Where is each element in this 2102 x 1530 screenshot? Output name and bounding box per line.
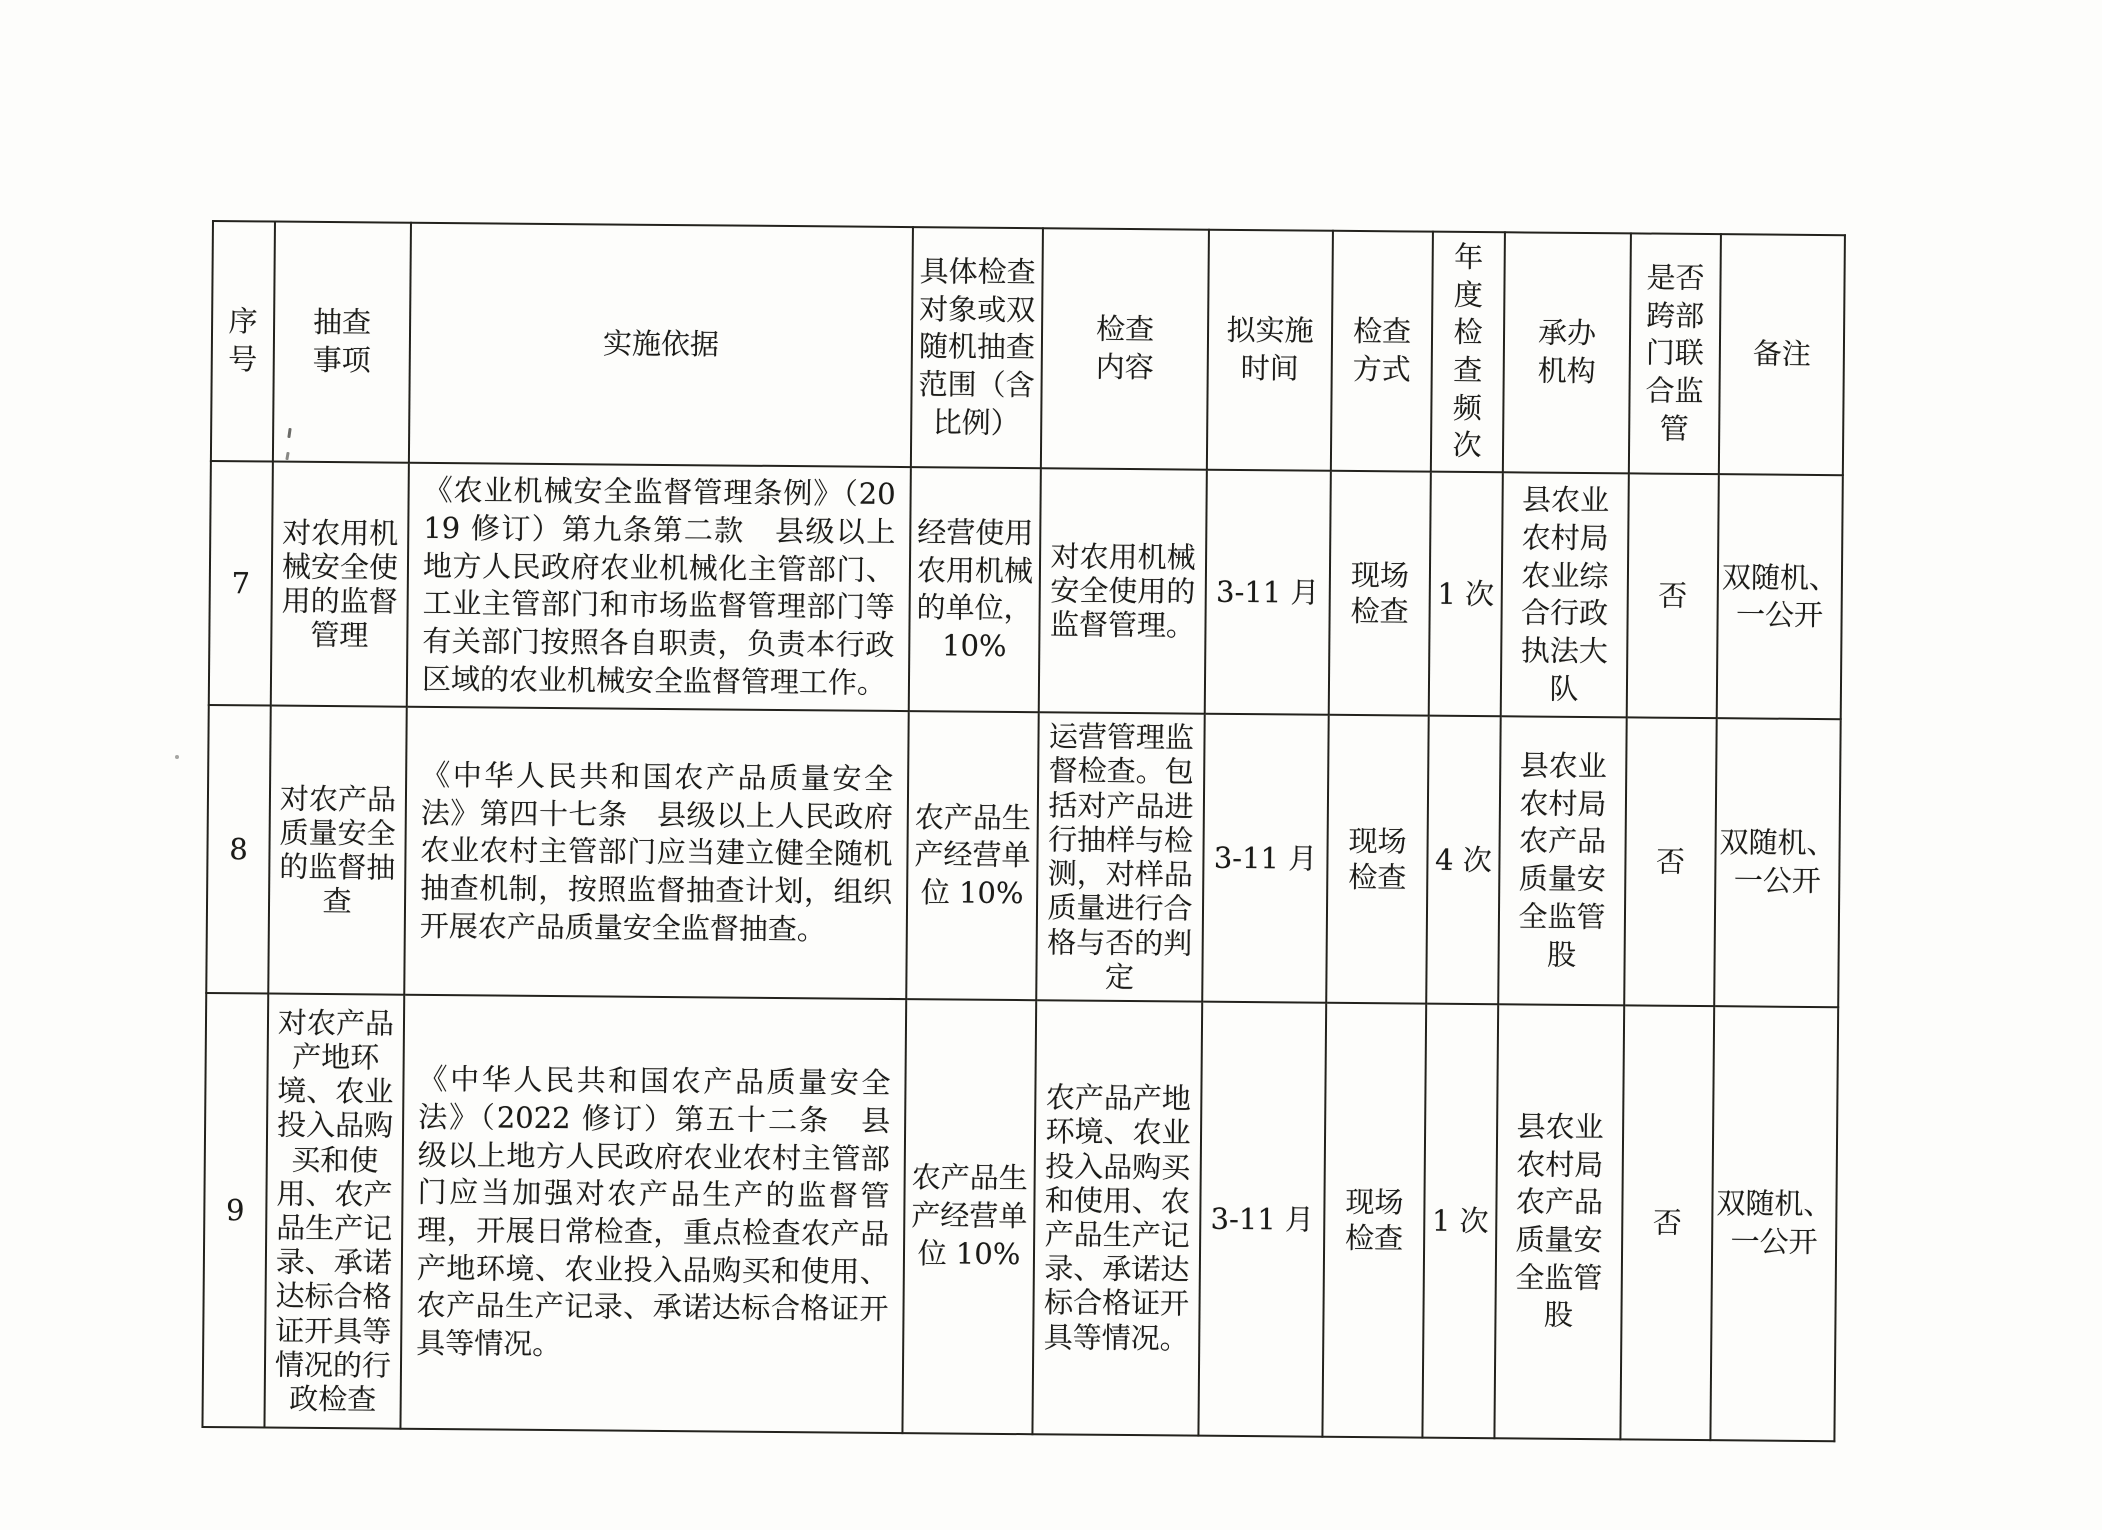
header-time — [1207, 230, 1333, 471]
table-body — [202, 461, 1842, 1441]
cell-inspection-item: 对农产品产地环境、农业投入品购买和使用、农产品生产记录、承诺达标合格证开具等情况的行政检查 — [264, 994, 404, 1429]
cell-remark: 双随机、一公开 — [1717, 474, 1843, 719]
cell-seq: 8 — [206, 705, 271, 993]
header-agency-label: 承办机构 — [1537, 315, 1597, 389]
header-row — [211, 221, 1845, 475]
table-row-9 — [202, 993, 1838, 1441]
cell-inspection-method: 现场检查 — [1322, 1003, 1426, 1438]
cell-annual-frequency: 4 次 — [1426, 716, 1501, 1004]
cell-remark: 双随机、一公开 — [1710, 1006, 1838, 1441]
cell-seq: 9 — [202, 993, 268, 1428]
random-inspection-plan-table — [201, 220, 1845, 1442]
cell-remark: 双随机、一公开 — [1714, 718, 1841, 1007]
cell-inspection-content: 农产品产地环境、农业投入品购买和使用、农产品生产记录、承诺达标合格证开具等情况。 — [1032, 1000, 1202, 1435]
cell-joint-supervision: 否 — [1624, 718, 1717, 1007]
header-target — [911, 227, 1043, 468]
cell-inspection-method: 现场检查 — [1326, 715, 1429, 1004]
header-content — [1041, 228, 1209, 470]
cell-planned-time: 3-11 月 — [1198, 1002, 1326, 1437]
header-seq — [211, 221, 275, 462]
header-target-label: 具体检查对象或双随机抽查范围（含比例） — [918, 254, 1036, 440]
header-joint-supervision — [1629, 233, 1721, 474]
scanned-document-sheet — [201, 220, 1845, 1442]
scan-artifact — [175, 755, 179, 759]
header-method — [1331, 231, 1433, 472]
table-row-7 — [209, 461, 1843, 719]
cell-joint-supervision: 否 — [1627, 473, 1719, 718]
table-row-8 — [206, 705, 1840, 1007]
header-frequency-label: 年度检查频次 — [1452, 239, 1484, 463]
cell-inspection-target: 经营使用农用机械的单位，10% — [909, 467, 1041, 712]
header-content-label: 检查内容 — [1095, 312, 1155, 385]
cell-undertaking-agency: 县农业农村局农产品质量安全监管股 — [1498, 717, 1627, 1006]
cell-inspection-content: 对农用机械安全使用的监督管理。 — [1039, 468, 1207, 714]
header-item-label: 抽查事项 — [312, 305, 372, 378]
header-method-label: 检查方式 — [1352, 314, 1412, 387]
cell-annual-frequency: 1 次 — [1422, 1004, 1498, 1439]
cell-inspection-content: 运营管理监督检查。包括对产品进行抽样与检测，对样品质量进行合格与否的判定 — [1036, 712, 1205, 1001]
cell-planned-time: 3-11 月 — [1202, 714, 1329, 1003]
header-time-label: 拟实施时间 — [1226, 313, 1314, 386]
cell-legal-basis: 《中华人民共和国农产品质量安全法》（2022 修订）第五十二条 县级以上地方人民政府农业农村主管部门应当加强对农产品生产的监督管理，开展日常检查，重点检查农产品产地环境、农业投入品购买和使用、农产品生产记录、承诺达标合格证开具等情况。 — [400, 995, 906, 1433]
cell-inspection-target: 农产品生产经营单位 10% — [902, 999, 1036, 1434]
cell-inspection-target: 农产品生产经营单位 10% — [906, 711, 1039, 1000]
cell-annual-frequency: 1 次 — [1429, 472, 1503, 717]
header-basis-label: 实施依据 — [602, 326, 720, 362]
cell-seq: 7 — [209, 461, 273, 706]
cell-undertaking-agency: 县农业农村局农产品质量安全监管股 — [1494, 1004, 1624, 1439]
cell-undertaking-agency: 县农业农村局农业综合行政执法大队 — [1501, 472, 1629, 717]
cell-inspection-method: 现场检查 — [1329, 471, 1431, 716]
cell-joint-supervision: 否 — [1620, 1005, 1714, 1440]
cell-legal-basis: 《中华人民共和国农产品质量安全法》第四十七条 县级以上人民政府农业农村主管部门应当建立健全随机抽查机制，按照监督抽查计划，组织开展农产品质量安全监督抽查。 — [404, 707, 908, 999]
header-remark — [1719, 234, 1845, 475]
cell-inspection-item: 对农产品质量安全的监督抽查 — [268, 706, 407, 995]
header-agency — [1503, 232, 1631, 473]
table-header — [211, 221, 1845, 475]
cell-inspection-item: 对农用机械安全使用的监督管理 — [271, 462, 409, 707]
header-seq-label: 序号 — [228, 304, 258, 377]
cell-legal-basis: 《农业机械安全监督管理条例》（2019 修订）第九条第二款 县级以上地方人民政府农业机械化主管部门、工业主管部门和市场监督管理部门等有关部门按照各自职责，负责本行政区域的农业机械安全监督管理工作。 — [407, 463, 911, 711]
header-remark-label: 备注 — [1752, 336, 1812, 372]
cell-planned-time: 3-11 月 — [1205, 470, 1331, 715]
header-joint-supervision-label: 是否跨部门联合监管 — [1645, 260, 1705, 446]
header-frequency — [1431, 232, 1505, 473]
header-item — [273, 222, 411, 463]
header-basis — [409, 223, 913, 467]
